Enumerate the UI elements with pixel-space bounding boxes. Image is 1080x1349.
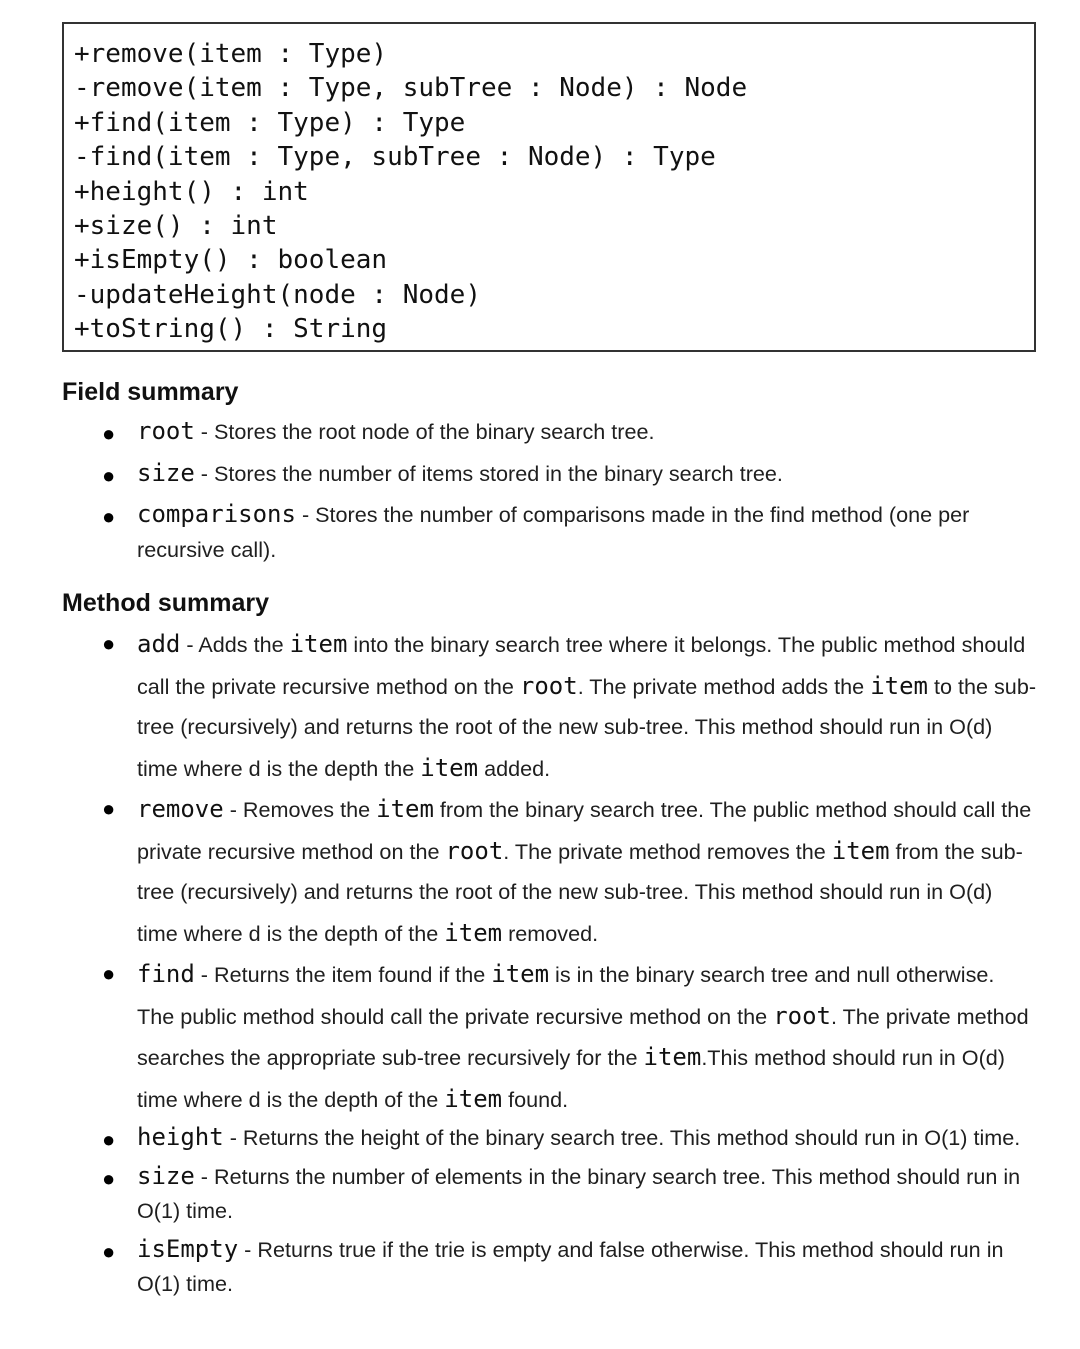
- method-description-text: - Returns the number of elements in the binary search tree. This method should run in O(1) time.: [137, 1163, 1021, 1223]
- list-item: [0, 789, 1080, 954]
- field-name: comparisons: [137, 500, 296, 528]
- method-description-text: - Returns the item found if the: [194, 962, 492, 987]
- bullet-icon: ●: [102, 796, 116, 821]
- method-description-text: . The private method removes the: [503, 838, 832, 864]
- inline-code: item: [376, 795, 434, 823]
- method-description-text: into the binary search tree where it belongs. The public method should call the private recursive method on the: [137, 632, 1026, 699]
- list-item-text: [137, 624, 1037, 789]
- method-description-text: .This method should run in O(d) time where d is the depth of the: [137, 1045, 1005, 1112]
- list-item-text: [137, 954, 1037, 1120]
- inline-code: root: [773, 1001, 831, 1030]
- field-summary-heading: Field summary: [62, 378, 239, 406]
- method-description-text: found.: [502, 1086, 569, 1112]
- method-description-text: is in the binary search tree and null otherwise. The public method should call the private recursive method on the: [137, 962, 995, 1029]
- list-item-text: [137, 414, 1037, 450]
- method-description-text: to the sub-tree (recursively) and returns the root of the new sub-tree. This method should run in O(d) time where d is the depth the: [137, 673, 1037, 781]
- inline-code: root: [445, 836, 504, 865]
- method-name: find: [137, 960, 195, 988]
- method-name: remove: [137, 795, 224, 823]
- inline-code: item: [643, 1043, 702, 1071]
- inline-code: root: [519, 671, 578, 700]
- uml-line: +find(item : Type) : Type: [74, 107, 466, 138]
- list-item: [0, 1232, 1080, 1302]
- list-item: [0, 1120, 1080, 1156]
- bullet-icon: ●: [102, 1238, 116, 1264]
- method-description-text: from the binary search tree. The public method should call the private recursive method on the: [137, 797, 1032, 864]
- inline-code: item: [831, 836, 890, 865]
- method-name: add: [137, 630, 181, 658]
- uml-line: -remove(item : Type, subTree : Node) : Node: [74, 73, 748, 104]
- method-description-text: from the sub-tree (recursively) and returns the root of the new sub-tree. This method should run in O(d) time where d is the depth of the: [137, 838, 1023, 946]
- inline-code: item: [444, 918, 503, 947]
- bullet-icon: ●: [102, 504, 116, 529]
- method-name: size: [137, 1161, 195, 1190]
- inline-code: item: [289, 630, 348, 658]
- method-summary-list: [0, 624, 1080, 1302]
- method-description-text: - Adds the: [180, 632, 290, 657]
- field-description: - Stores the number of comparisons made in the find method (one per recursive call).: [137, 502, 970, 562]
- uml-line: +toString() : String: [74, 314, 388, 345]
- field-summary-list: [0, 414, 1080, 567]
- uml-line: -updateHeight(node : Node): [74, 279, 481, 310]
- uml-line: +height() : int: [74, 176, 309, 207]
- uml-methods-box: [62, 22, 1036, 352]
- method-description-text: added.: [478, 755, 551, 781]
- list-item: [0, 456, 1080, 492]
- list-item-text: [137, 1232, 1037, 1302]
- uml-line: +size() : int: [74, 211, 278, 242]
- method-name: isEmpty: [137, 1234, 239, 1263]
- list-item-text: [137, 497, 1037, 567]
- bullet-icon: ●: [102, 421, 116, 446]
- bullet-icon: ●: [102, 462, 116, 488]
- bullet-icon: ●: [102, 961, 116, 986]
- method-description-text: removed.: [502, 920, 599, 946]
- list-item: [0, 624, 1080, 789]
- uml-line: +isEmpty() : boolean: [74, 245, 388, 276]
- bullet-icon: ●: [102, 631, 116, 656]
- method-name: height: [137, 1123, 224, 1151]
- field-name: root: [137, 417, 195, 445]
- field-description: - Stores the number of items stored in the binary search tree.: [194, 460, 783, 486]
- uml-line: +remove(item : Type): [74, 39, 388, 69]
- uml-line: -find(item : Type, subTree : Node) : Type: [74, 142, 716, 173]
- method-description-text: - Returns the height of the binary search tree. This method should run in O(1) time.: [223, 1125, 1021, 1150]
- inline-code: item: [870, 671, 928, 700]
- method-description-text: - Removes the: [223, 797, 377, 822]
- list-item-text: [137, 456, 1037, 492]
- list-item: [0, 954, 1080, 1120]
- field-description: - Stores the root node of the binary search tree.: [194, 419, 655, 444]
- method-summary-heading: Method summary: [62, 589, 269, 617]
- inline-code: item: [420, 753, 479, 782]
- list-item: [0, 497, 1080, 567]
- method-description-text: . The private method adds the: [577, 673, 871, 699]
- inline-code: item: [444, 1084, 503, 1113]
- field-name: size: [137, 458, 195, 487]
- method-description-text: . The private method searches the appropriate sub-tree recursively for the: [137, 1003, 1029, 1070]
- method-description-text: - Returns true if the trie is empty and false otherwise. This method should run in O(1) time.: [137, 1236, 1004, 1296]
- bullet-icon: ●: [102, 1165, 116, 1191]
- list-item: [0, 414, 1080, 450]
- list-item-text: [137, 789, 1037, 954]
- list-item: [0, 1159, 1080, 1229]
- bullet-icon: ●: [102, 1127, 116, 1152]
- list-item-text: [137, 1159, 1037, 1229]
- list-item-text: [137, 1120, 1037, 1156]
- inline-code: item: [491, 960, 550, 988]
